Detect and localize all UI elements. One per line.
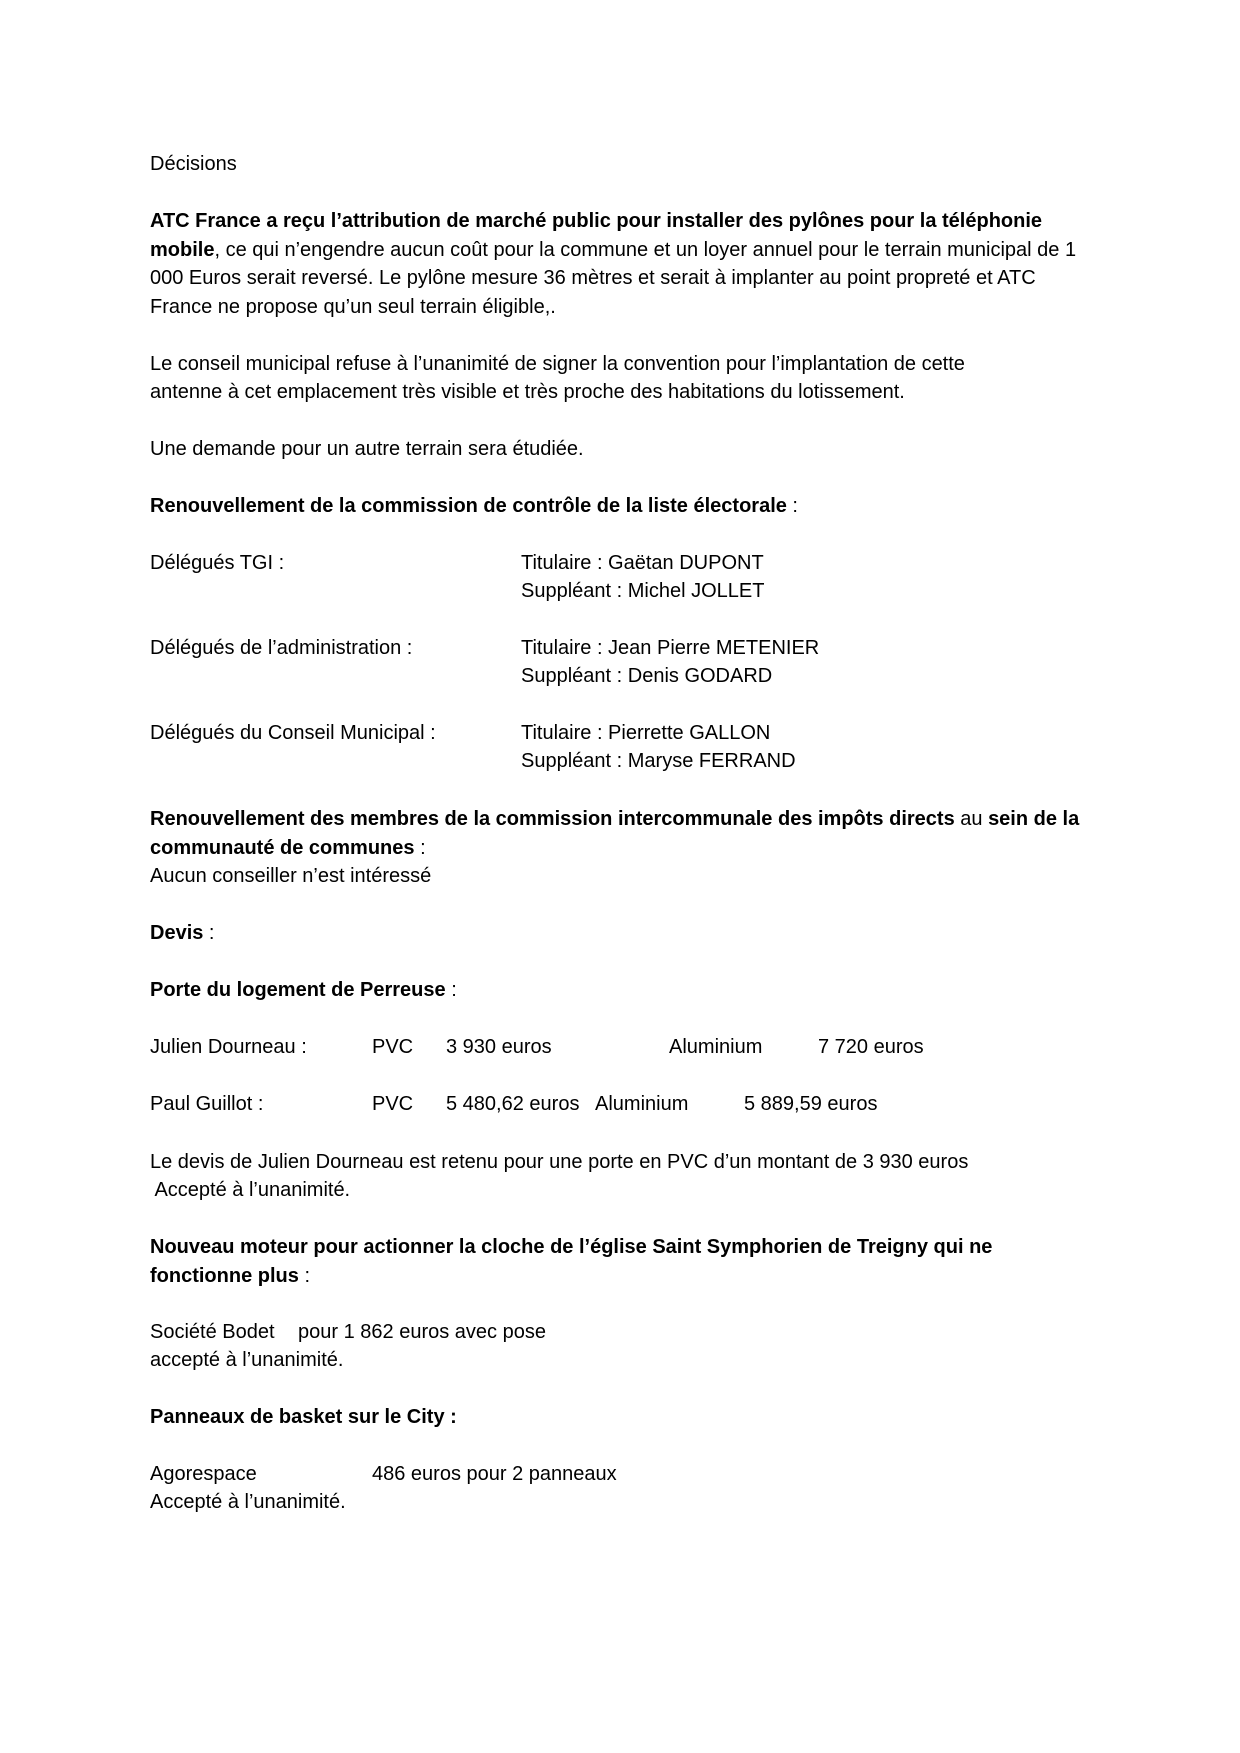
commission-impots-suffix: : bbox=[414, 836, 426, 859]
quote-material-2: Aluminium bbox=[669, 1036, 763, 1058]
delegates-suppleant: Suppléant : Michel JOLLET bbox=[521, 580, 765, 602]
commission-impots-bold-2: sein de la communauté de communes bbox=[150, 808, 1080, 859]
devis-title-bold: Devis bbox=[150, 922, 204, 944]
commission-impots-title bbox=[150, 805, 1095, 862]
commission-impots-note: Aucun conseiller n’est intéressé bbox=[150, 865, 432, 887]
basket-accepted: Accepté à l’unanimité. bbox=[150, 1491, 346, 1513]
quote-price-1: 3 930 euros bbox=[446, 1036, 552, 1058]
porte-decision: Le devis de Julien Dourneau est retenu pour une porte en PVC d’un montant de 3 930 euros bbox=[150, 1151, 969, 1173]
atc-bold-intro: ATC France a reçu l’attribution de marché public pour installer des pylônes pour la téléphonie mobile bbox=[150, 210, 1043, 261]
delegates-titulaire: Titulaire : Pierrette GALLON bbox=[521, 722, 771, 744]
quote-price-1: 5 480,62 euros bbox=[446, 1093, 580, 1115]
devis-title-suffix: : bbox=[203, 922, 215, 944]
delegates-label: Délégués TGI : bbox=[150, 552, 285, 574]
atc-rest: , ce qui n’engendre aucun coût pour la commune et un loyer annuel pour le terrain municipal de 1 000 Euros serait reversé. Le pylône mesure 36 mètres et serait à implanter au point propreté et ATC France ne propose qu’un seul terrain éligible,. bbox=[150, 238, 1077, 318]
delegates-suppleant: Suppléant : Maryse FERRAND bbox=[521, 750, 796, 772]
cloche-quote-detail: pour 1 862 euros avec pose bbox=[298, 1321, 546, 1343]
delegates-titulaire: Titulaire : Gaëtan DUPONT bbox=[521, 552, 764, 574]
quote-price-2: 7 720 euros bbox=[818, 1036, 924, 1058]
quote-name: Paul Guillot : bbox=[150, 1093, 264, 1115]
cloche-title-suffix: : bbox=[298, 1264, 311, 1287]
commission-impots-mid: au bbox=[954, 808, 989, 830]
commission-impots-bold-1: Renouvellement des membres de la commission intercommunale des impôts directs bbox=[150, 808, 955, 830]
atc-paragraph bbox=[150, 207, 1095, 321]
devis-title bbox=[150, 919, 215, 948]
section-heading-decisions: Décisions bbox=[150, 153, 237, 175]
basket-title bbox=[150, 1403, 457, 1432]
commission-electorale-title bbox=[150, 492, 798, 521]
delegates-titulaire: Titulaire : Jean Pierre METENIER bbox=[521, 637, 820, 659]
porte-title-bold: Porte du logement de Perreuse bbox=[150, 979, 446, 1001]
quote-price-2: 5 889,59 euros bbox=[744, 1093, 878, 1115]
cloche-quote-name: Société Bodet bbox=[150, 1321, 275, 1343]
porte-title-suffix: : bbox=[445, 979, 457, 1001]
delegates-suppleant: Suppléant : Denis GODARD bbox=[521, 665, 773, 687]
basket-title-bold: Panneaux de basket sur le City : bbox=[150, 1406, 457, 1428]
delegates-label: Délégués de l’administration : bbox=[150, 637, 413, 659]
quote-material-2: Aluminium bbox=[595, 1093, 689, 1115]
quote-material-1: PVC bbox=[372, 1036, 414, 1058]
delegates-label: Délégués du Conseil Municipal : bbox=[150, 722, 436, 744]
commission-electorale-title-suffix: : bbox=[786, 495, 798, 517]
refusal-line-2: antenne à cet emplacement très visible et très proche des habitations du lotissement. bbox=[150, 381, 905, 403]
other-land-text: Une demande pour un autre terrain sera étudiée. bbox=[150, 438, 584, 460]
refusal-line-1: Le conseil municipal refuse à l’unanimité de signer la convention pour l’implantation de cette bbox=[150, 353, 965, 375]
cloche-accepted: accepté à l’unanimité. bbox=[150, 1349, 344, 1371]
commission-electorale-title-bold: Renouvellement de la commission de contrôle de la liste électorale bbox=[150, 495, 787, 517]
porte-accepted: Accepté à l’unanimité. bbox=[150, 1179, 351, 1201]
cloche-title-bold: Nouveau moteur pour actionner la cloche de l’église Saint Symphorien de Treigny qui ne fonctionne plus bbox=[150, 1236, 993, 1287]
quote-material-1: PVC bbox=[372, 1093, 414, 1115]
basket-quote-detail: 486 euros pour 2 panneaux bbox=[372, 1463, 617, 1485]
basket-quote-name: Agorespace bbox=[150, 1463, 257, 1485]
cloche-title bbox=[150, 1233, 1095, 1290]
quote-name: Julien Dourneau : bbox=[150, 1036, 307, 1058]
porte-title bbox=[150, 976, 457, 1005]
